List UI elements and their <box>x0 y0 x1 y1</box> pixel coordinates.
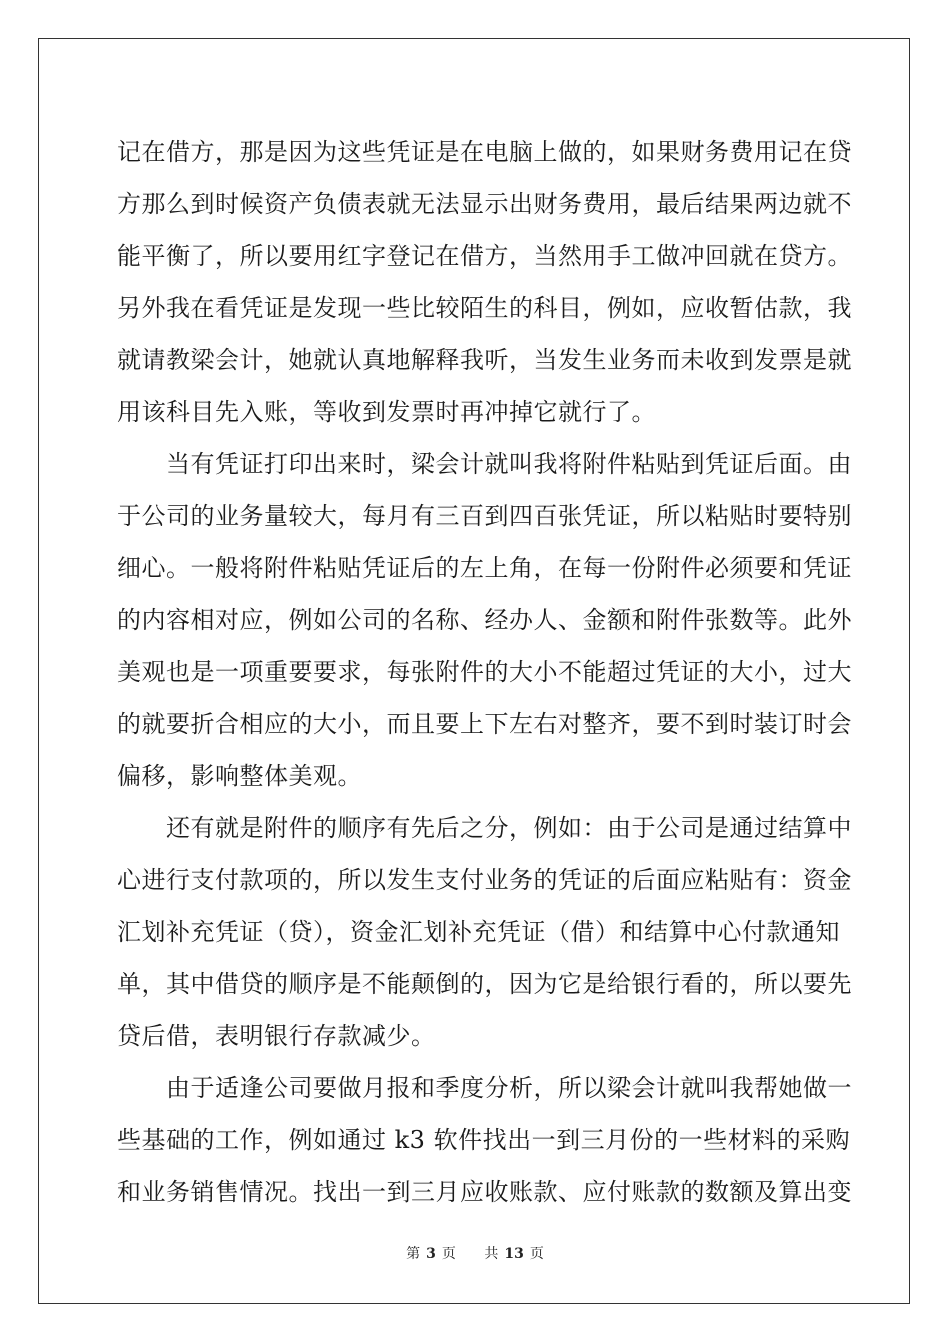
text-line: 当有凭证打印出来时，梁会计就叫我将附件粘贴到凭证后面。由 <box>117 450 852 478</box>
total-suffix: 页 <box>529 1246 544 1262</box>
text-line: 还有就是附件的顺序有先后之分，例如：由于公司是通过结算中 <box>117 814 852 842</box>
text-line: 方那么到时候资产负债表就无法显示出财务费用，最后结果两边就不 <box>117 190 852 218</box>
text-line: 和业务销售情况。找出一到三月应收账款、应付账款的数额及算出变 <box>117 1178 852 1206</box>
total-prefix: 共 <box>484 1246 499 1262</box>
page-suffix: 页 <box>441 1246 456 1262</box>
page-number <box>400 1246 462 1262</box>
text-line: 用该科目先入账，等收到发票时再冲掉它就行了。 <box>117 398 656 426</box>
text-line: 单，其中借贷的顺序是不能颠倒的，因为它是给银行看的，所以要先 <box>117 970 852 998</box>
current-page: 3 <box>426 1246 436 1262</box>
text-line: 心进行支付款项的，所以发生支付业务的凭证的后面应粘贴有：资金 <box>117 866 852 894</box>
text-line: 记在借方，那是因为这些凭证是在电脑上做的，如果财务费用记在贷 <box>117 138 852 166</box>
text-line: 由于适逢公司要做月报和季度分析，所以梁会计就叫我帮她做一 <box>117 1074 852 1102</box>
text-line: 贷后借，表明银行存款减少。 <box>117 1022 436 1050</box>
total-pages: 13 <box>504 1246 524 1262</box>
text-line: 美观也是一项重要要求，每张附件的大小不能超过凭证的大小，过大 <box>117 658 852 686</box>
page-total <box>478 1246 549 1262</box>
text-line: 的内容相对应，例如公司的名称、经办人、金额和附件张数等。此外 <box>117 606 852 634</box>
text-line: 细心。一般将附件粘贴凭证后的左上角，在每一份附件必须要和凭证 <box>117 554 852 582</box>
text-line: 于公司的业务量较大，每月有三百到四百张凭证，所以粘贴时要特别 <box>117 502 852 530</box>
page-footer <box>0 1243 950 1263</box>
text-line: 能平衡了，所以要用红字登记在借方，当然用手工做冲回就在贷方。 <box>117 242 852 270</box>
document-body <box>117 126 852 1218</box>
text-line: 偏移，影响整体美观。 <box>117 762 362 790</box>
text-line: 汇划补充凭证（贷），资金汇划补充凭证（借）和结算中心付款通知 <box>117 918 840 946</box>
text-line: 的就要折合相应的大小，而且要上下左右对整齐，要不到时装订时会 <box>117 710 852 738</box>
text-line: 就请教梁会计，她就认真地解释我听，当发生业务而未收到发票是就 <box>117 346 852 374</box>
text-line: 另外我在看凭证是发现一些比较陌生的科目，例如，应收暂估款，我 <box>117 294 852 322</box>
text-line: 些基础的工作，例如通过 k3 软件找出一到三月份的一些材料的采购 <box>117 1126 851 1154</box>
page-prefix: 第 <box>406 1246 421 1262</box>
